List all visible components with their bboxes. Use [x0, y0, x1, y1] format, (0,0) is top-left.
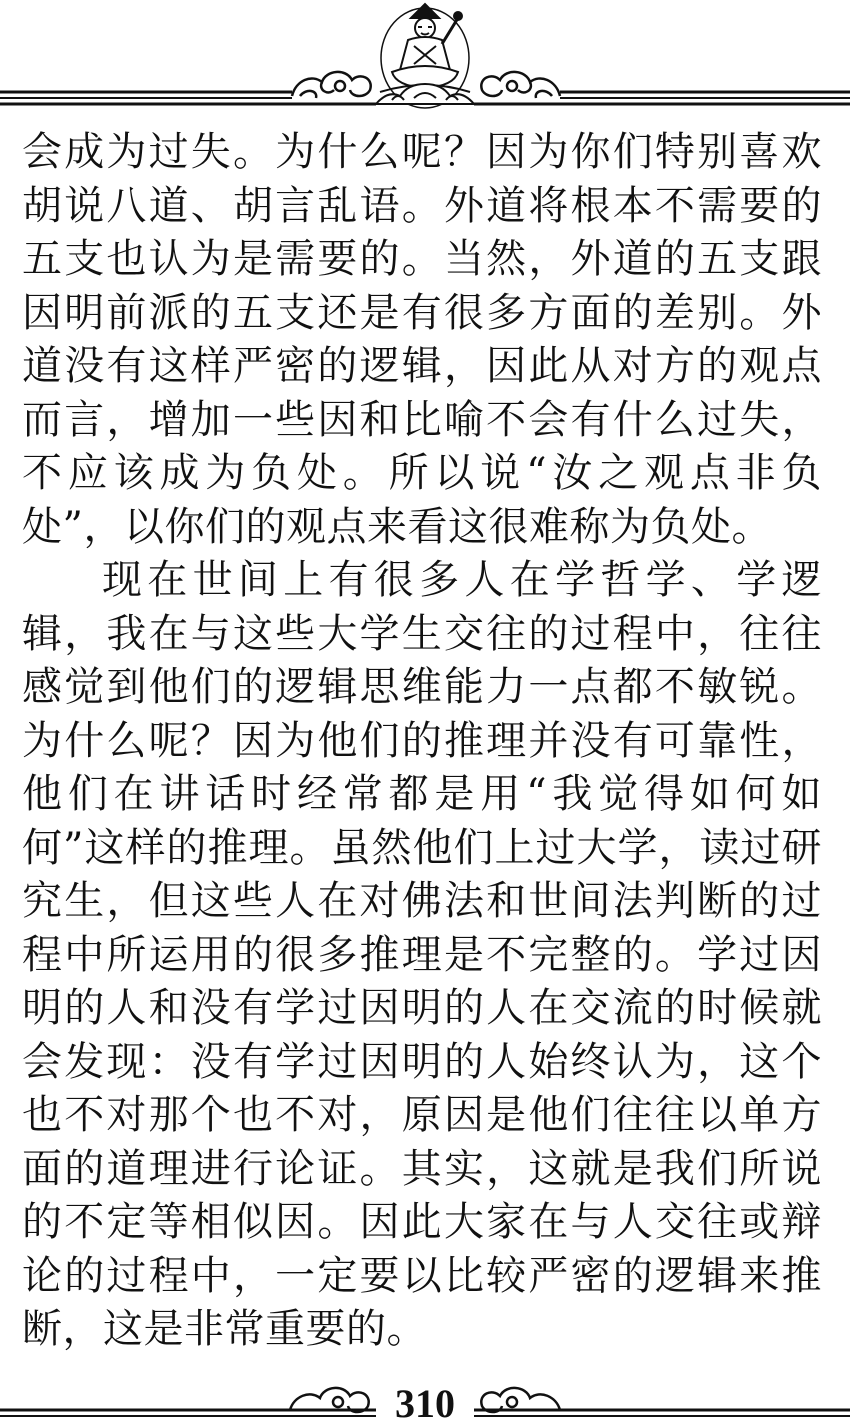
header-ornament-icon	[0, 0, 850, 112]
paragraph-1: 会成为过失。为什么呢？因为你们特别喜欢胡说八道、胡言乱语。外道将根本不需要的五支也认为是需要的。当然，外道的五支跟因明前派的五支还是有很多方面的差别。外道没有这样严密的逻辑，因此从对方的观点而言，增加一些因和比喻不会有什么过失，不应该成为负处。所以说“汝之观点非负处”，以你们的观点来看这很难称为负处。	[22, 129, 822, 550]
right-cloud-icon	[481, 72, 560, 98]
left-cloud-icon	[292, 72, 371, 98]
deity-figure-icon	[376, 4, 474, 108]
body-text	[22, 126, 822, 1357]
page-number: 310	[395, 1381, 455, 1426]
paragraph-2: 现在世间上有很多人在学哲学、学逻辑，我在与这些大学生交往的过程中，往往感觉到他们的逻辑思维能力一点都不敏锐。为什么呢？因为他们的推理并没有可靠性，他们在讲话时经常都是用“我觉得如何如何”这样的推理。虽然他们上过大学，读过研究生，但这些人在对佛法和世间法判断的过程中所运用的很多推理是不完整的。学过因明的人和没有学过因明的人在交流的时候就会发现：没有学过因明的人始终认为，这个也不对那个也不对，原因是他们往往以单方面的道理进行论证。其实，这就是我们所说的不定等相似因。因此大家在与人交往或辩论的过程中，一定要以比较严密的逻辑来推断，这是非常重要的。	[22, 557, 822, 1352]
page-header-ornament	[0, 0, 850, 112]
